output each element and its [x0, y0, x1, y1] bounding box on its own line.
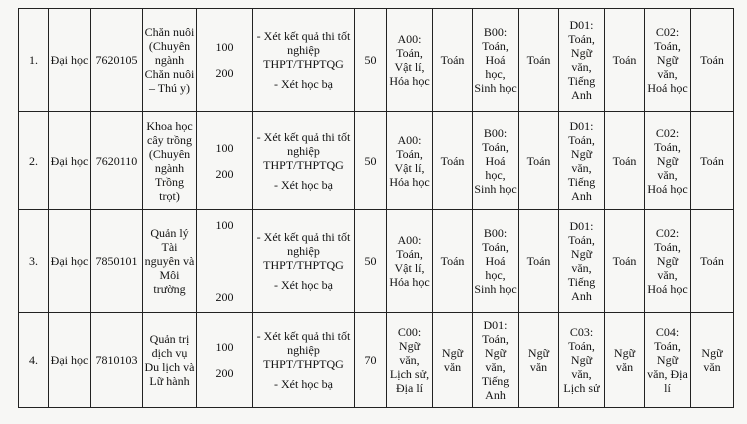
target-cell [197, 9, 253, 112]
row-number: 2. [19, 112, 49, 210]
major-name: Quản lý Tài nguyên và Môi trường [143, 210, 197, 313]
subject-combination: D01: Toán, Ngữ văn, Tiếng Anh [559, 112, 605, 210]
subject-combination: D01: Toán, Ngữ văn, Tiếng Anh [559, 210, 605, 313]
target-exam: 100 [215, 140, 234, 155]
main-subject: Ngữ văn [691, 313, 734, 408]
table-row [19, 112, 734, 210]
major-name: Quản trị dịch vụ Du lịch và Lữ hành [143, 313, 197, 408]
admission-method-cell [253, 9, 355, 112]
table-row [19, 210, 734, 313]
subject-combination: C03: Toán, Ngữ văn, Lịch sử [559, 313, 605, 408]
target-transcript: 200 [215, 290, 234, 304]
subject-combination: A00: Toán, Vật lí, Hóa học [387, 9, 433, 112]
method-exam: - Xét kết quả thi tốt nghiệp THPT/THPTQG [256, 29, 351, 71]
training-level: Đại học [49, 112, 91, 210]
quota: 70 [355, 313, 387, 408]
training-level: Đại học [49, 313, 91, 408]
method-transcript: - Xét học bạ [274, 377, 333, 391]
subject-combination: C02: Toán, Ngữ văn, Hoá học [645, 112, 691, 210]
main-subject: Ngữ văn [519, 313, 559, 408]
method-transcript: - Xét học bạ [274, 278, 333, 292]
main-subject: Toán [691, 210, 734, 313]
admission-method-cell [253, 210, 355, 313]
target-cell [197, 210, 253, 313]
subject-combination: B00: Toán, Hoá học, Sinh học [473, 112, 519, 210]
target-transcript: 200 [215, 366, 234, 380]
admission-method-cell [253, 313, 355, 408]
subject-combination: C02: Toán, Ngữ văn, Hoá học [645, 210, 691, 313]
quota: 50 [355, 210, 387, 313]
main-subject: Toán [605, 9, 645, 112]
method-exam: - Xét kết quả thi tốt nghiệp THPT/THPTQG [256, 230, 351, 272]
target-cell [197, 112, 253, 210]
main-subject: Toán [605, 210, 645, 313]
admissions-table [18, 8, 734, 408]
main-subject: Toán [519, 112, 559, 210]
method-transcript: - Xét học bạ [274, 77, 333, 91]
quota: 50 [355, 112, 387, 210]
target-exam: 100 [215, 340, 234, 354]
subject-combination: C02: Toán, Ngữ văn, Hoá học [645, 9, 691, 112]
subject-combination: B00: Toán, Hoá học, Sinh học [473, 210, 519, 313]
main-subject: Toán [519, 9, 559, 112]
main-subject: Ngữ văn [605, 313, 645, 408]
main-subject: Toán [433, 112, 473, 210]
method-exam: - Xét kết quả thi tốt nghiệp THPT/THPTQG [256, 129, 351, 172]
target-exam: 100 [215, 218, 234, 232]
subject-combination: A00: Toán, Vật lí, Hóa học [387, 112, 433, 210]
subject-combination: A00: Toán, Vật lí, Hóa học [387, 210, 433, 313]
training-level: Đại học [49, 9, 91, 112]
target-cell [197, 313, 253, 408]
row-number: 1. [19, 9, 49, 112]
main-subject: Ngữ văn [433, 313, 473, 408]
subject-combination: C00: Ngữ văn, Lịch sử, Địa lí [387, 313, 433, 408]
table-row [19, 313, 734, 408]
main-subject: Toán [691, 9, 734, 112]
major-code: 7620105 [91, 9, 143, 112]
quota: 50 [355, 9, 387, 112]
major-name: Chăn nuôi (Chuyên ngành Chăn nuôi – Thú y) [143, 9, 197, 112]
main-subject: Toán [691, 112, 734, 210]
subject-combination: D01: Toán, Ngữ văn, Tiếng Anh [473, 313, 519, 408]
admission-method-cell [253, 112, 355, 210]
main-subject: Toán [433, 210, 473, 313]
major-code: 7850101 [91, 210, 143, 313]
major-code: 7810103 [91, 313, 143, 408]
subject-combination: C04: Toán, Ngữ văn, Địa lí [645, 313, 691, 408]
subject-combination: D01: Toán, Ngữ văn, Tiếng Anh [559, 9, 605, 112]
target-exam: 100 [215, 40, 234, 54]
subject-combination: B00: Toán, Hoá học, Sinh học [473, 9, 519, 112]
row-number: 3. [19, 210, 49, 313]
training-level: Đại học [49, 210, 91, 313]
main-subject: Toán [433, 9, 473, 112]
table-row [19, 9, 734, 112]
method-transcript: - Xét học bạ [274, 177, 333, 192]
row-number: 4. [19, 313, 49, 408]
main-subject: Toán [519, 210, 559, 313]
major-code: 7620110 [91, 112, 143, 210]
target-transcript: 200 [215, 66, 234, 80]
major-name: Khoa học cây trồng (Chuyên ngành Trồng trọt) [143, 112, 197, 210]
method-exam: - Xét kết quả thi tốt nghiệp THPT/THPTQG [256, 329, 351, 371]
main-subject: Toán [605, 112, 645, 210]
target-transcript: 200 [215, 166, 234, 181]
